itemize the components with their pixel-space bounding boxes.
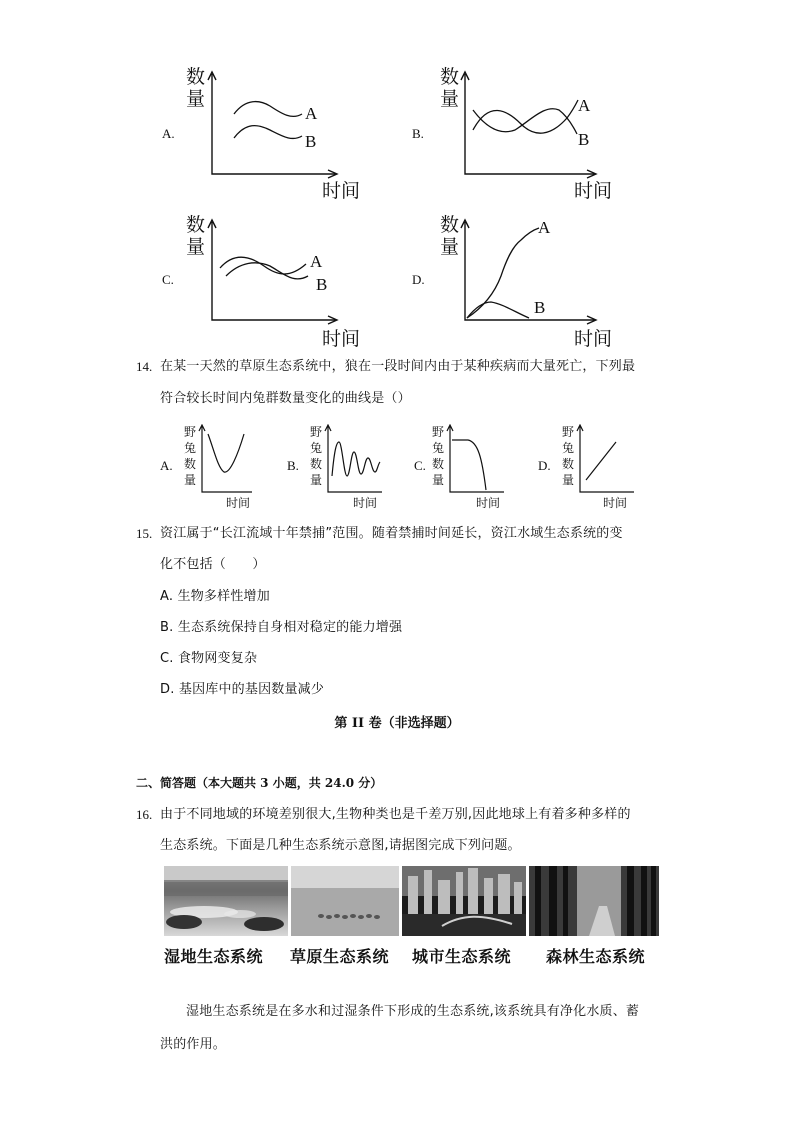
x-axis-label: 时间 xyxy=(603,496,628,510)
grassland-photo xyxy=(291,866,399,936)
x-axis-label: 时间 xyxy=(353,496,378,510)
curve-label-a: A xyxy=(578,96,591,115)
y-axis-label: 野 兔 数 量 xyxy=(562,425,575,487)
option-b-label: B. xyxy=(287,458,299,473)
y-axis-label: 野 兔 数 量 xyxy=(432,425,445,487)
choice-a[interactable]: A. 生物多样性增加 xyxy=(160,589,270,604)
caption-forest: 森林生态系统 xyxy=(546,947,646,966)
rabbit-graph-d xyxy=(576,424,636,494)
option-d-label: D. xyxy=(412,272,425,287)
option-a-label: A. xyxy=(162,126,175,141)
graph-a xyxy=(200,70,340,180)
x-axis-label: 时间 xyxy=(574,180,613,202)
curve-label-a: A xyxy=(538,218,551,237)
question-text-line: 化不包括（ ） xyxy=(160,557,266,572)
y-axis-label: 野 兔 数 量 xyxy=(310,425,323,487)
y-axis-label: 数量 xyxy=(440,214,460,258)
graph-d xyxy=(455,218,600,326)
forest-photo xyxy=(529,866,659,936)
caption-wetland: 湿地生态系统 xyxy=(164,947,264,966)
question-number: 15. xyxy=(136,526,153,541)
curve-label-b: B xyxy=(578,130,590,149)
x-axis-label: 时间 xyxy=(322,180,361,202)
curve-label-b: B xyxy=(305,132,317,151)
x-axis-label: 时间 xyxy=(574,328,613,350)
curve-label-b: B xyxy=(316,275,328,294)
x-axis-label: 时间 xyxy=(322,328,361,350)
question-text-line: 由于不同地域的环境差别很大,生物种类也是千差万别,因此地球上有着多种多样的 xyxy=(160,807,631,822)
x-axis-label: 时间 xyxy=(476,496,501,510)
graph-b xyxy=(455,70,600,180)
y-axis-label: 数量 xyxy=(440,66,460,110)
section-title: 第 II 卷（非选择题） xyxy=(334,716,460,731)
rabbit-graph-b xyxy=(324,424,384,494)
caption-grassland: 草原生态系统 xyxy=(290,947,390,966)
y-axis-label: 数量 xyxy=(186,214,206,258)
wetland-photo xyxy=(164,866,288,936)
question-text-line: 资江属于“长江流域十年禁捕”范围。随着禁捕时间延长，资江水域生态系统的变 xyxy=(160,526,623,541)
paragraph-line: 湿地生态系统是在多水和过湿条件下形成的生态系统,该系统具有净化水质、蓄 xyxy=(186,1004,640,1019)
question-text-line: 在某一天然的草原生态系统中，狼在一段时间内由于某种疾病而大量死亡，下列最 xyxy=(160,359,636,374)
curve-label-a: A xyxy=(310,252,323,271)
choice-d[interactable]: D. 基因库中的基因数量减少 xyxy=(160,682,325,697)
section-heading: 二、简答题（本大题共 3 小题，共 24.0 分） xyxy=(136,776,383,790)
paragraph-line: 洪的作用。 xyxy=(160,1037,227,1052)
x-axis-label: 时间 xyxy=(226,496,251,510)
question-number: 14. xyxy=(136,359,153,374)
choice-c[interactable]: C. 食物网变复杂 xyxy=(160,651,258,666)
option-a-label: A. xyxy=(160,458,173,473)
rabbit-graph-c xyxy=(446,424,506,494)
option-c-label: C. xyxy=(162,272,174,287)
caption-city: 城市生态系统 xyxy=(412,947,512,966)
rabbit-graph-a xyxy=(198,424,254,494)
city-photo xyxy=(402,866,526,936)
graph-c xyxy=(200,218,340,326)
question-text-line: 符合较长时间内兔群数量变化的曲线是（） xyxy=(160,391,411,406)
y-axis-label: 野 兔 数 量 xyxy=(184,425,197,487)
option-c-label: C. xyxy=(414,458,426,473)
option-b-label: B. xyxy=(412,126,424,141)
curve-label-b: B xyxy=(534,298,546,317)
y-axis-label: 数量 xyxy=(186,66,206,110)
question-text-line: 生态系统。下面是几种生态系统示意图,请据图完成下列问题。 xyxy=(160,838,521,853)
choice-b[interactable]: B. 生态系统保持自身相对稳定的能力增强 xyxy=(160,620,403,635)
option-d-label: D. xyxy=(538,458,551,473)
question-number: 16. xyxy=(136,807,153,822)
curve-label-a: A xyxy=(305,104,318,123)
